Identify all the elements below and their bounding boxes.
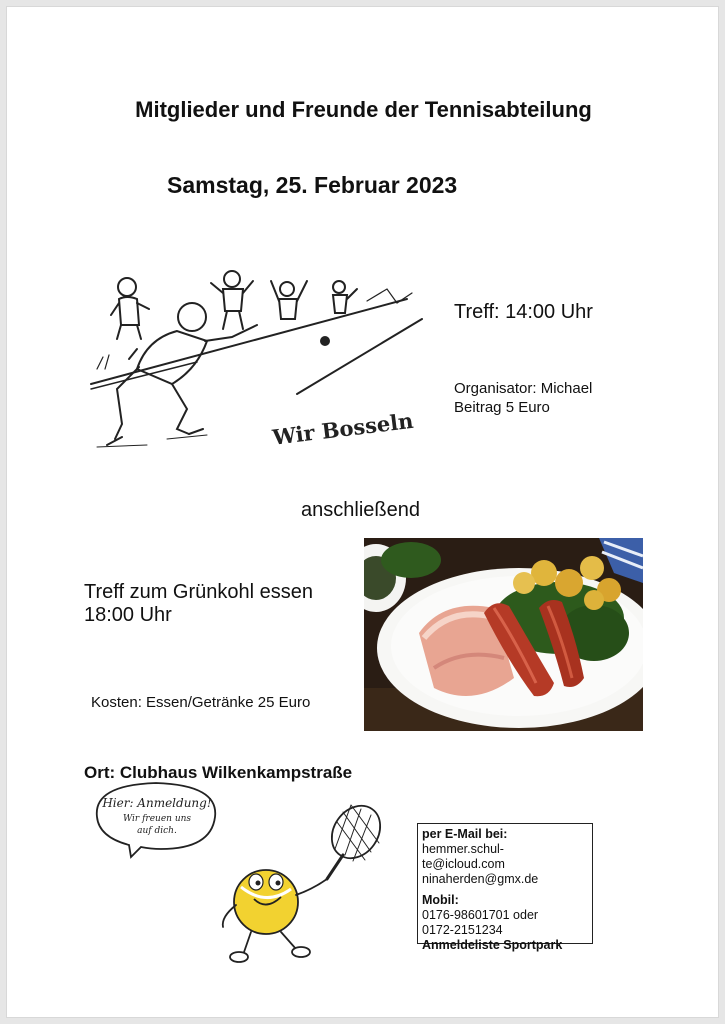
phone-1[interactable]: 0176-98601701 oder <box>422 908 539 922</box>
email-1-part-2[interactable]: te@icloud.com <box>422 857 505 871</box>
registration-box <box>417 823 593 952</box>
bosseln-illustration <box>77 259 437 469</box>
event-date: Samstag, 25. Februar 2023 <box>167 172 458 198</box>
afterwards-label: anschließend <box>301 499 420 521</box>
organizer: Organisator: Michael <box>454 380 593 397</box>
email-1-part-1[interactable]: hemmer.schul- <box>422 842 504 856</box>
speech-line-1: Hier: Anmeldung! <box>102 796 212 810</box>
bosseln-caption: Wir Bosseln <box>271 407 415 450</box>
registration-list: Anmeldeliste Sportpark <box>422 938 563 952</box>
mobile-label: Mobil: <box>422 893 459 907</box>
gruenkohl-info <box>84 581 313 627</box>
speech-line-3: auf dich. <box>137 826 177 836</box>
gruenkohl-photo <box>364 538 643 731</box>
phone-2[interactable]: 0172-2151234 <box>422 923 503 937</box>
speech-line-2: Wir freuen uns <box>122 814 192 824</box>
email-2[interactable]: ninaherden@gmx.de <box>422 872 539 886</box>
gruenkohl-costs: Kosten: Essen/Getränke 25 Euro <box>91 694 311 711</box>
bosseln-info <box>454 379 592 417</box>
email-label: per E-Mail bei: <box>422 827 508 841</box>
headline: Mitglieder und Freunde der Tennisabteilung <box>135 97 592 122</box>
location: Ort: Clubhaus Wilkenkampstraße <box>84 763 353 782</box>
tennis-mascot-illustration <box>91 777 401 967</box>
gruenkohl-title: Treff zum Grünkohl essen <box>84 581 313 603</box>
flyer-page <box>6 6 719 1018</box>
gruenkohl-time: 18:00 Uhr <box>84 604 172 626</box>
bosseln-meeting-time: Treff: 14:00 Uhr <box>454 301 593 323</box>
fee: Beitrag 5 Euro <box>454 399 550 416</box>
